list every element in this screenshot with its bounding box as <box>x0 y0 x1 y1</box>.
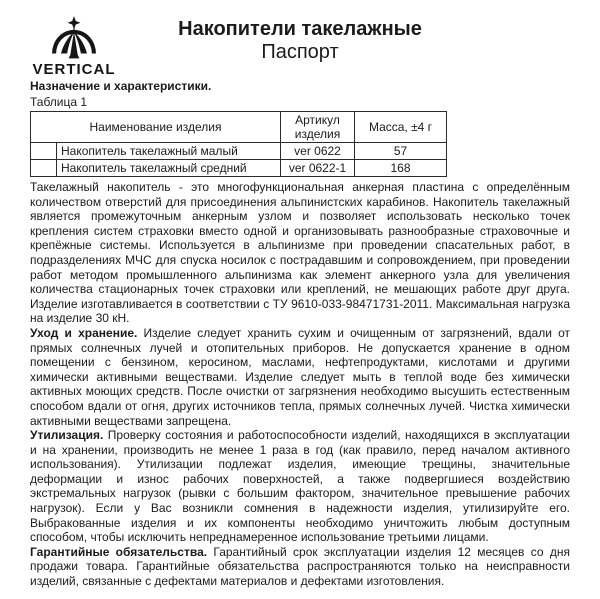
product-mass-cell: 57 <box>355 143 447 160</box>
column-header-mass: Масса, ±4 г <box>355 112 447 143</box>
product-article-cell: ver 0622-1 <box>281 160 355 177</box>
product-article-cell: ver 0622 <box>281 143 355 160</box>
table-row <box>31 160 447 177</box>
product-name-cell: Накопитель такелажный средний <box>57 160 281 177</box>
paragraph-warranty <box>30 545 570 589</box>
page-title: Накопители такелажные <box>178 18 422 40</box>
page-subtitle: Паспорт <box>261 41 339 63</box>
paragraph-description: Такелажный накопитель - это многофункциональная анкерная пластина с определённым количеством отверстий для присоединения альпинистских карабинов. Накопитель такелажный является промежуточным анкерным узлом и позволяет использовать несколько точек крепления систем страховки вместо одной и организовывать разнообразные страховочные и крепёжные системы. Используется в альпинизме при проведении спасательных работ, в подразделениях МЧС для спуска носилок с пострадавшим и сопровождением, при проведении работ методом промышленного альпинизма как элемент анкерного узла для увеличения количества стационарных точек страховки или креплений, не мешающих работе друг друга. Изделие изготавливается в соответствии с ТУ 9610-033-98471731-2011. Максимальная нагрузка на изделие 30 кН. <box>30 180 570 326</box>
row-number-cell <box>31 143 57 160</box>
row-number-cell <box>31 160 57 177</box>
disposal-text: Проверку состояния и работоспособности изделий, находящихся в эксплуатации и на хранении, производить не менее 1 раза в год (как правило, перед началом активного использования). Утилизации подлежат изделия, имеющие трещины, значительные деформации и износ рабочих поверхностей, а также подвергшиеся воздействию экстремальных нагрузок (рывки с большим фактором, значительное превышение рабочих нагрузок). Если у Вас возникли сомнения в надежности изделия, утилизируйте его. Выбракованные изделия и их компоненты необходимо уничтожить любым доступным способом, чтобы исключить непреднамеренное использование третьими лицами. <box>30 428 570 545</box>
table-caption: Таблица 1 <box>30 95 88 109</box>
column-header-name: Наименование изделия <box>31 112 281 143</box>
product-mass-cell: 168 <box>355 160 447 177</box>
table-header-row <box>31 112 447 143</box>
care-text: Изделие следует хранить сухим и очищенным от загрязнений, вдали от прямых солнечных лучей и отопительных приборов. Не допускается хранение в одном помещении с бензином, керосином, маслами, нефтепродуктами, кислотами и другими химически активными веществами. Изделие следует мыть в теплой воде без химически активных моющих средств. После очистки от загрязнения необходимо высушить естественным способом вдали от огня, других источников тепла, прямых солнечных лучей. Чистка химически активными веществами запрещена. <box>30 325 571 428</box>
vertical-logo <box>30 16 118 78</box>
document-body <box>30 180 570 589</box>
vertical-tree-icon <box>48 16 100 60</box>
care-heading: Уход и хранение. <box>30 325 138 340</box>
product-name-cell: Накопитель такелажный малый <box>57 143 281 160</box>
section-heading-purpose: Назначение и характеристики. <box>30 79 212 93</box>
products-table <box>30 111 447 177</box>
disposal-heading: Утилизация. <box>30 428 104 443</box>
table-row <box>31 143 447 160</box>
warranty-heading: Гарантийные обязательства. <box>30 544 208 559</box>
column-header-article: Артикул изделия <box>281 112 355 143</box>
warranty-text: Гарантийный срок эксплуатации изделия 12 месяцев со дня продажи товара. Гарантийные обязательства распространяются только на неисправности изделий, связанные с дефектами материалов и дефектами изготовления. <box>30 544 570 589</box>
paragraph-disposal <box>30 428 570 545</box>
paragraph-care <box>30 326 570 428</box>
brand-name: VERTICAL <box>32 61 116 78</box>
